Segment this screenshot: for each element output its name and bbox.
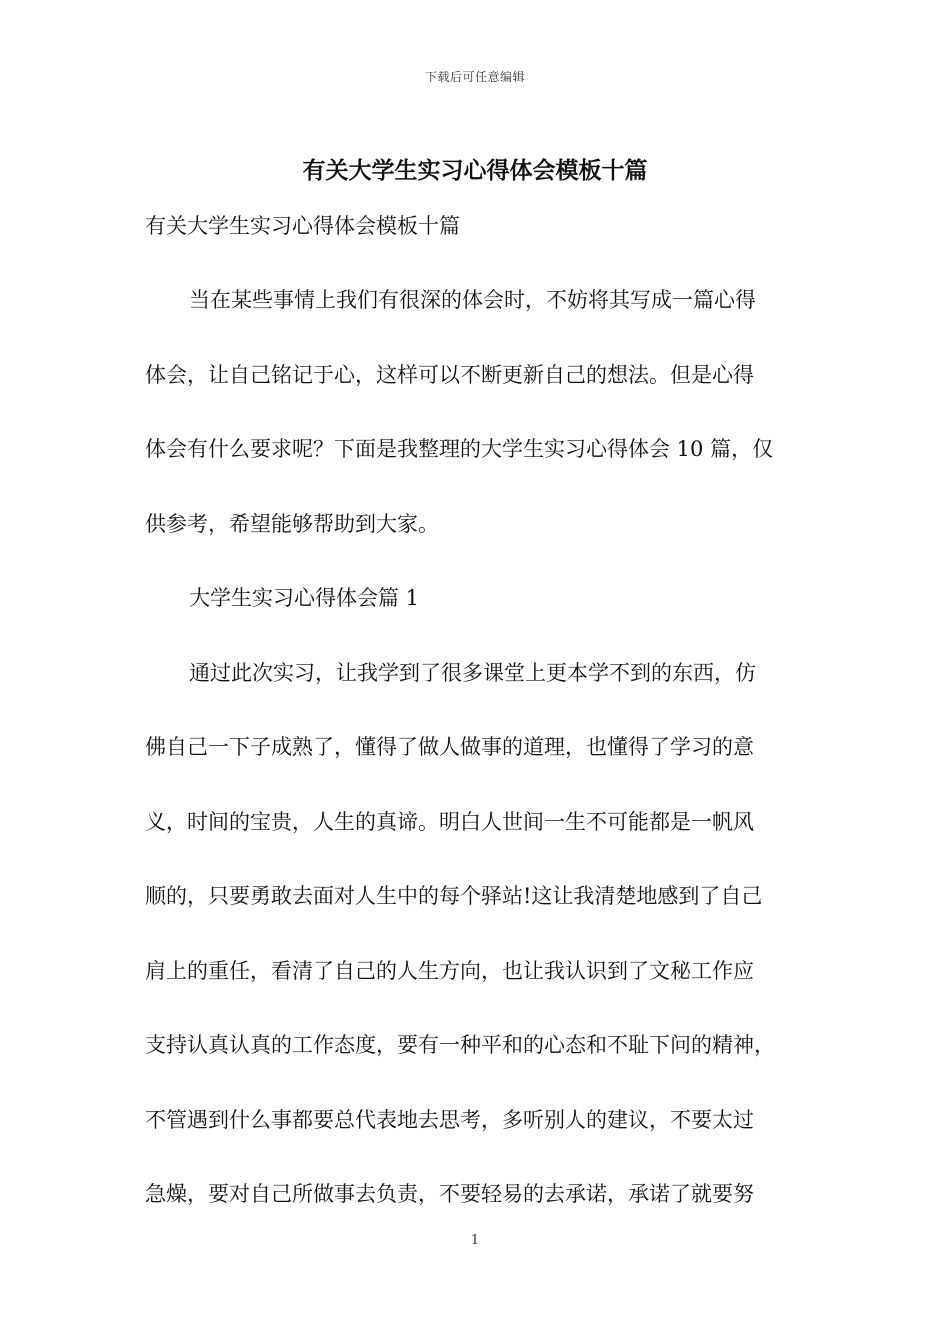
body-line: 体会有什么要求呢？下面是我整理的大学生实习心得体会 10 篇，仅 xyxy=(145,437,774,461)
document-title: 有关大学生实习心得体会模板十篇 xyxy=(302,157,648,184)
body-line: 通过此次实习，让我学到了很多课堂上更本学不到的东西，仿 xyxy=(189,660,756,685)
body-line: 顺的，只要勇敢去面对人生中的每个驿站!这让我清楚地感到了自己 xyxy=(145,884,763,908)
body-line: 义，时间的宝贵，人生的真谛。明白人世间一生不可能都是一帆风 xyxy=(145,809,754,834)
document-body xyxy=(145,280,805,1249)
header-note: 下载后可任意编辑 xyxy=(424,70,525,84)
body-line: 不管遇到什么事都要总代表地去思考，多听别人的建议，不要太过 xyxy=(145,1107,754,1132)
body-line: 急燥，要对自己所做事去负责，不要轻易的去承诺，承诺了就要努 xyxy=(145,1182,754,1206)
body-line: 体会，让自己铭记于心，这样可以不断更新自己的想法。但是心得 xyxy=(145,362,754,387)
document-subtitle: 有关大学生实习心得体会模板十篇 xyxy=(145,214,460,238)
body-line: 供参考，希望能够帮助到大家。 xyxy=(145,511,439,536)
page-number: 1 xyxy=(470,1233,480,1248)
body-line: 支持认真认真的工作态度，要有一种平和的心态和不耻下问的精神， xyxy=(145,1033,775,1057)
body-line: 当在某些事情上我们有很深的体会时，不妨将其写成一篇心得 xyxy=(189,288,756,312)
body-line: 佛自己一下子成熟了，懂得了做人做事的道理，也懂得了学习的意 xyxy=(145,735,754,759)
body-line: 肩上的重任，看清了自己的人生方向，也让我认识到了文秘工作应 xyxy=(145,958,754,983)
section-heading: 大学生实习心得体会篇 1 xyxy=(189,586,420,610)
